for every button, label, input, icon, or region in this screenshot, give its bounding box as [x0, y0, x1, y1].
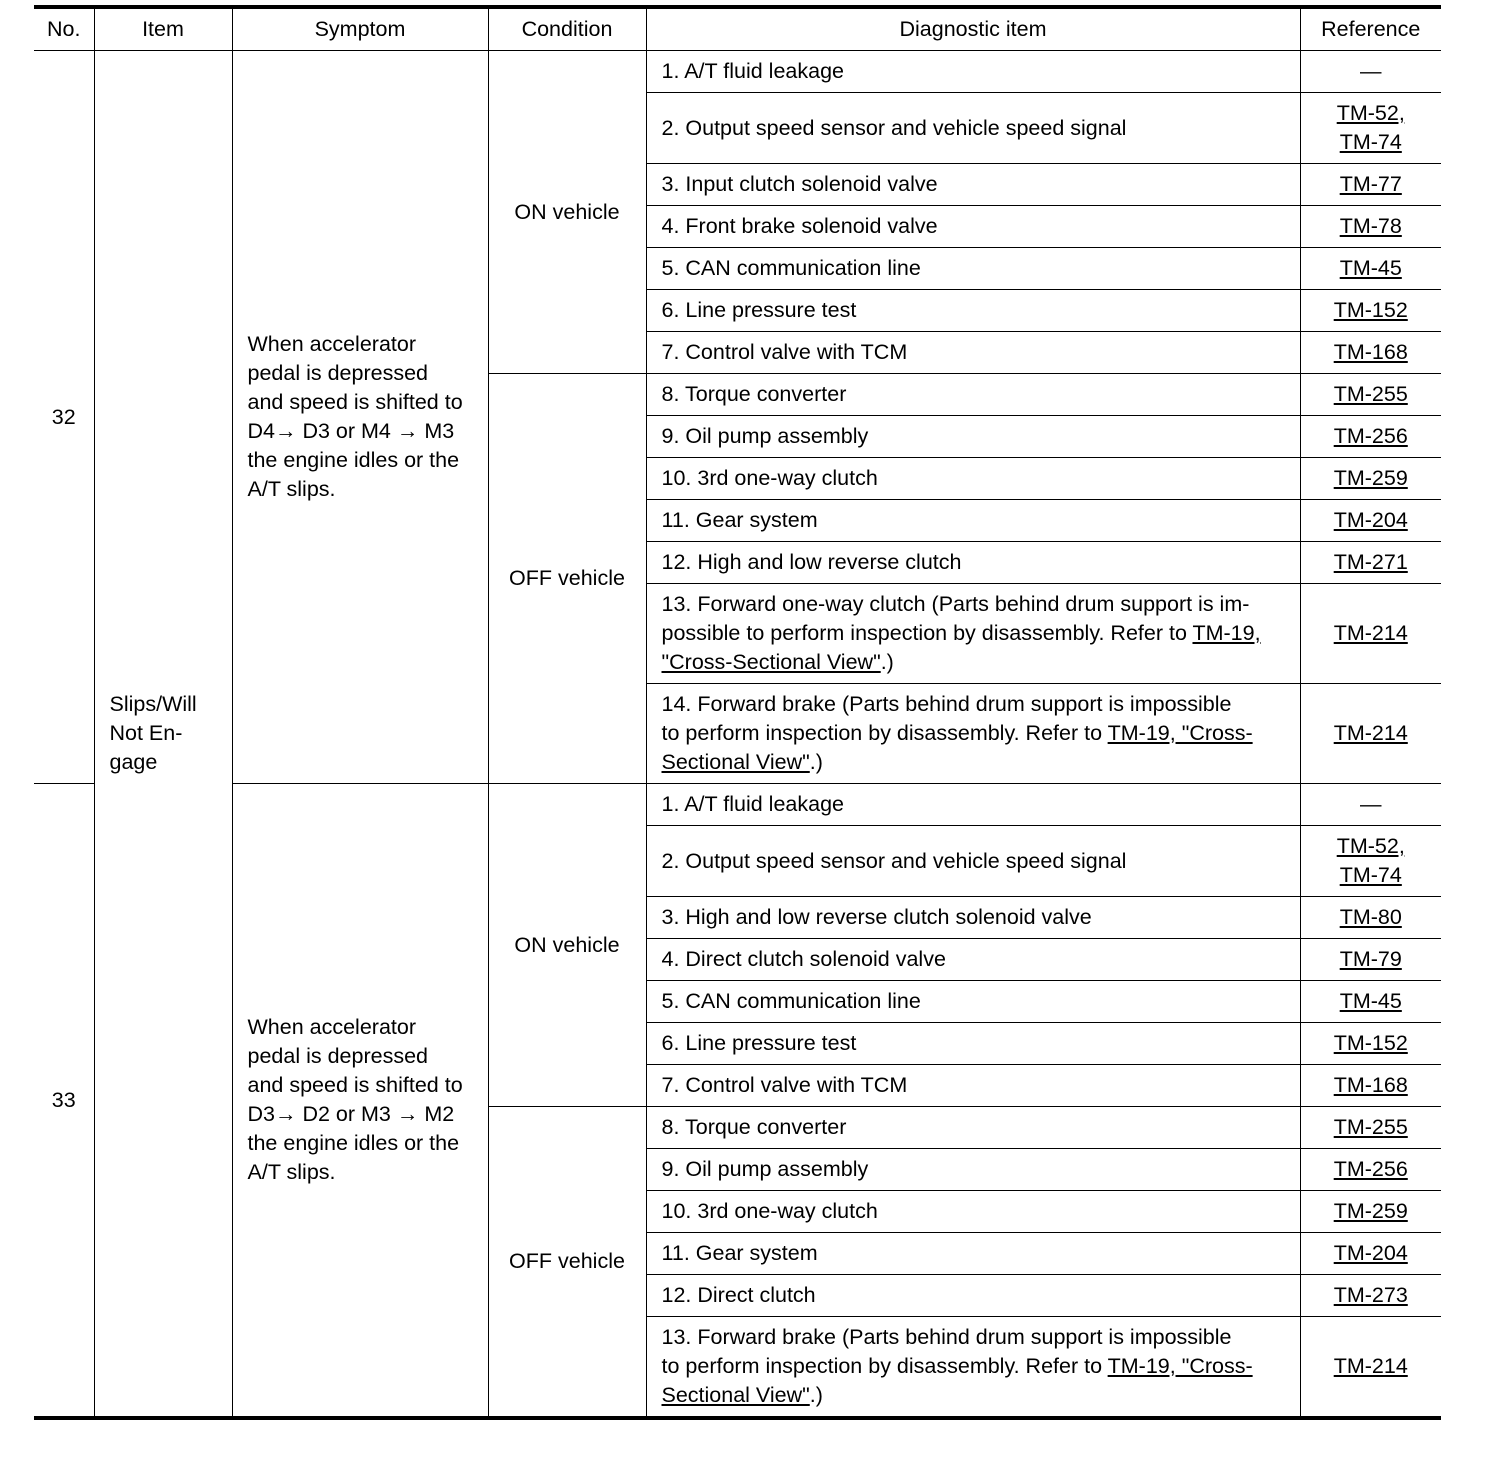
symptom-line: A/T slips.: [247, 1160, 336, 1184]
symptom-line: D4→ D3 or M4 → M3: [247, 419, 455, 443]
condition-off-vehicle: OFF vehicle: [488, 374, 646, 784]
reference-link[interactable]: TM-52,: [1336, 101, 1405, 125]
reference-link[interactable]: TM-52,: [1336, 834, 1405, 858]
reference-link[interactable]: TM-168: [1333, 340, 1408, 364]
table-row: [34, 784, 1441, 826]
item-line: Not En-: [109, 721, 183, 745]
diagnostic-item: 10. 3rd one-way clutch: [646, 458, 1300, 500]
diagnostic-item: 2. Output speed sensor and vehicle speed signal: [646, 826, 1300, 897]
row-number: 33: [34, 784, 94, 1419]
diagnostic-item: 5. CAN communication line: [646, 981, 1300, 1023]
diagnostic-item: 2. Output speed sensor and vehicle speed signal: [646, 93, 1300, 164]
reference-link[interactable]: TM-80: [1339, 905, 1402, 929]
reference-cell: [1300, 51, 1441, 93]
diagnostic-text-cont: to perform inspection by disassembly. Refer to TM-19, "Cross-Sectional View".): [661, 1354, 1253, 1407]
diagnostic-text: 13. Forward brake (Parts behind drum support is impossible: [661, 1325, 1232, 1349]
reference-cell: [1300, 1149, 1441, 1191]
reference-link[interactable]: TM-259: [1333, 466, 1408, 490]
reference-cell: [1300, 500, 1441, 542]
reference-cell: [1300, 416, 1441, 458]
symptom-line: D3→ D2 or M3 → M2: [247, 1102, 455, 1126]
item-line: Slips/Will: [109, 692, 197, 716]
header-symptom: Symptom: [232, 7, 488, 51]
reference-link[interactable]: TM-255: [1333, 1115, 1408, 1139]
reference-cell: [1300, 1023, 1441, 1065]
reference-cell: [1300, 784, 1441, 826]
header-reference: Reference: [1300, 7, 1441, 51]
row-number: 32: [34, 51, 94, 784]
symptom-line: pedal is depressed: [247, 1044, 428, 1068]
symptom-cell: [232, 51, 488, 784]
reference-link[interactable]: TM-152: [1333, 298, 1408, 322]
reference-cell: [1300, 939, 1441, 981]
diagnostic-item: 7. Control valve with TCM: [646, 332, 1300, 374]
reference-cell: [1300, 584, 1441, 684]
cross-section-link[interactable]: TM-19, "Cross-Sectional View": [661, 721, 1253, 774]
diagnostic-text-cont: to perform inspection by disassembly. Refer to TM-19, "Cross-Sectional View".): [661, 721, 1253, 774]
reference-link[interactable]: TM-77: [1339, 172, 1402, 196]
cross-section-link[interactable]: TM-19, "Cross-Sectional View": [661, 621, 1261, 674]
reference-link[interactable]: TM-214: [1333, 621, 1408, 645]
reference-link[interactable]: TM-259: [1333, 1199, 1408, 1223]
diagnostic-text: 13. Forward one-way clutch (Parts behind drum support is im-: [661, 592, 1250, 616]
symptom-line: When accelerator: [247, 332, 416, 356]
reference-link[interactable]: TM-214: [1333, 721, 1408, 745]
reference-cell: [1300, 93, 1441, 164]
diagnostic-item: 8. Torque converter: [646, 1107, 1300, 1149]
symptom-line: the engine idles or the: [247, 448, 460, 472]
item-line: gage: [109, 750, 158, 774]
reference-cell: [1300, 1065, 1441, 1107]
reference-cell: [1300, 1317, 1441, 1419]
reference-link[interactable]: TM-168: [1333, 1073, 1408, 1097]
reference-link[interactable]: TM-204: [1333, 508, 1408, 532]
reference-cell: [1300, 374, 1441, 416]
reference-link[interactable]: TM-79: [1339, 947, 1402, 971]
reference-link[interactable]: TM-273: [1333, 1283, 1408, 1307]
reference-link[interactable]: TM-256: [1333, 424, 1408, 448]
reference-link[interactable]: TM-152: [1333, 1031, 1408, 1055]
diagnostic-item: 6. Line pressure test: [646, 1023, 1300, 1065]
symptom-line: A/T slips.: [247, 477, 336, 501]
diagnostic-item: 6. Line pressure test: [646, 290, 1300, 332]
reference-link[interactable]: TM-74: [1339, 863, 1402, 887]
reference-cell: [1300, 684, 1441, 784]
reference-cell: [1300, 826, 1441, 897]
symptom-cell: [232, 784, 488, 1419]
condition-on-vehicle: ON vehicle: [488, 51, 646, 374]
reference-cell: [1300, 1191, 1441, 1233]
header-row: [34, 7, 1441, 51]
diagnostic-item: 9. Oil pump assembly: [646, 1149, 1300, 1191]
diagnostic-item: 12. High and low reverse clutch: [646, 542, 1300, 584]
reference-link[interactable]: TM-271: [1333, 550, 1408, 574]
reference-link[interactable]: TM-214: [1333, 1354, 1408, 1378]
header-no: No.: [34, 7, 94, 51]
reference-cell: [1300, 542, 1441, 584]
diagnosis-table: [34, 5, 1441, 1420]
symptom-line: and speed is shifted to: [247, 1073, 463, 1097]
reference-link[interactable]: TM-74: [1339, 130, 1402, 154]
diagnostic-text: 14. Forward brake (Parts behind drum support is impossible: [661, 692, 1232, 716]
diagnostic-item: 7. Control valve with TCM: [646, 1065, 1300, 1107]
reference-cell: [1300, 290, 1441, 332]
diagnostic-item: 4. Front brake solenoid valve: [646, 206, 1300, 248]
diagnostic-item: 11. Gear system: [646, 500, 1300, 542]
diagnostic-item: 5. CAN communication line: [646, 248, 1300, 290]
diagnostic-text-cont: possible to perform inspection by disassembly. Refer to TM-19, "Cross-Sectional View".): [661, 621, 1261, 674]
header-condition: Condition: [488, 7, 646, 51]
diagnostic-item: 8. Torque converter: [646, 374, 1300, 416]
item-cell: [94, 51, 232, 1419]
diagnostic-item: 1. A/T fluid leakage: [646, 51, 1300, 93]
diagnostic-item: 4. Direct clutch solenoid valve: [646, 939, 1300, 981]
symptom-line: the engine idles or the: [247, 1131, 460, 1155]
header-item: Item: [94, 7, 232, 51]
reference-link[interactable]: TM-256: [1333, 1157, 1408, 1181]
reference-cell: [1300, 1275, 1441, 1317]
table-row: [34, 51, 1441, 93]
diagnostic-item: 10. 3rd one-way clutch: [646, 1191, 1300, 1233]
reference-cell: [1300, 164, 1441, 206]
diagnostic-item: 3. High and low reverse clutch solenoid valve: [646, 897, 1300, 939]
diagnostic-item: 12. Direct clutch: [646, 1275, 1300, 1317]
diagnostic-item: 1. A/T fluid leakage: [646, 784, 1300, 826]
reference-cell: [1300, 248, 1441, 290]
reference-link[interactable]: TM-78: [1339, 214, 1402, 238]
reference-cell: [1300, 1233, 1441, 1275]
reference-link[interactable]: TM-204: [1333, 1241, 1408, 1265]
reference-cell: [1300, 1107, 1441, 1149]
header-diagnostic-item: Diagnostic item: [646, 7, 1300, 51]
diagnostic-item: 3. Input clutch solenoid valve: [646, 164, 1300, 206]
diagnostic-item: [646, 1317, 1300, 1419]
reference-cell: [1300, 897, 1441, 939]
diagnostic-item: 9. Oil pump assembly: [646, 416, 1300, 458]
condition-on-vehicle: ON vehicle: [488, 784, 646, 1107]
cross-section-link[interactable]: TM-19, "Cross-Sectional View": [661, 1354, 1253, 1407]
no-reference-dash: —: [1360, 59, 1382, 83]
diagnostic-item: [646, 684, 1300, 784]
diagnostic-item: 11. Gear system: [646, 1233, 1300, 1275]
reference-cell: [1300, 206, 1441, 248]
symptom-line: When accelerator: [247, 1015, 416, 1039]
reference-cell: [1300, 458, 1441, 500]
reference-link[interactable]: TM-45: [1339, 989, 1402, 1013]
diagnostic-item: [646, 584, 1300, 684]
no-reference-dash: —: [1360, 792, 1382, 816]
reference-cell: [1300, 981, 1441, 1023]
reference-link[interactable]: TM-255: [1333, 382, 1408, 406]
reference-link[interactable]: TM-45: [1339, 256, 1402, 280]
reference-cell: [1300, 332, 1441, 374]
condition-off-vehicle: OFF vehicle: [488, 1107, 646, 1419]
symptom-line: pedal is depressed: [247, 361, 428, 385]
symptom-line: and speed is shifted to: [247, 390, 463, 414]
